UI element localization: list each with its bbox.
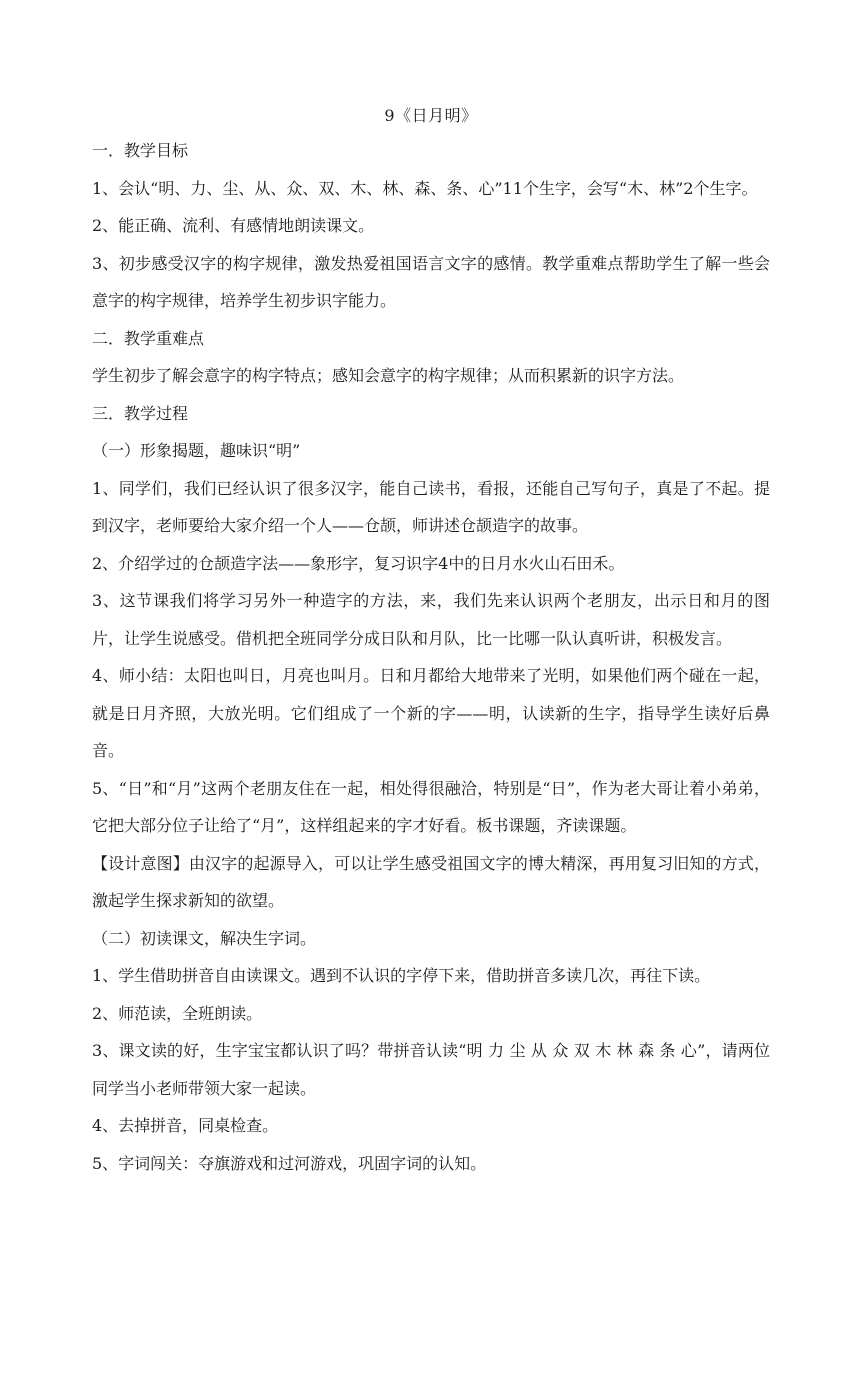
document-paragraph: 1、会认“明、力、尘、从、众、双、木、林、森、条、心”11个生字，会写“木、林”2个生字。 (92, 178, 758, 198)
document-page (92, 100, 770, 1182)
document-paragraph: 二．教学重难点 (92, 328, 205, 348)
document-paragraph: 3、课文读的好，生字宝宝都认识了吗？带拼音认读“明 力 尘 从 众 双 木 林 森 条 心”，请两位同学当小老师带领大家一起读。 (92, 1041, 770, 1098)
document-paragraph: 一．教学目标 (92, 141, 189, 160)
document-paragraph: 4、去掉拼音，同桌检查。 (92, 1116, 279, 1135)
document-paragraph: 1、同学们，我们已经认识了很多汉字，能自己读书，看报，还能自己写句子，真是了不起。提到汉字，老师要给大家介绍一个人——仓颉，师讲述仓颉造字的故事。 (92, 478, 770, 535)
document-title: 9《日月明》 (384, 106, 478, 125)
document-paragraph: 2、师范读，全班朗读。 (92, 1003, 263, 1023)
document-paragraph: 5、“日”和“月”这两个老朋友住在一起，相处得很融洽，特别是“日”，作为老大哥让着小弟弟，它把大部分位子让给了“月”，这样组起来的字才好看。板书课题，齐读课题。 (92, 778, 770, 835)
document-paragraph: 学生初步了解会意字的构字特点；感知会意字的构字规律；从而积累新的识字方法。 (92, 366, 685, 385)
document-paragraph: 3、初步感受汉字的构字规律，激发热爱祖国语言文字的感情。教学重难点帮助学生了解一些会意字的构字规律，培养学生初步识字能力。 (92, 253, 770, 310)
document-paragraph: 1、学生借助拼音自由读课文。遇到不认识的字停下来，借助拼音多读几次，再往下读。 (92, 966, 711, 985)
document-paragraph: （二）初读课文，解决生字词。 (92, 928, 317, 948)
document-paragraph: 2、能正确、流利、有感情地朗读课文。 (92, 216, 375, 235)
document-paragraph: （一）形象揭题，趣味识“明” (92, 441, 301, 460)
document-body (92, 132, 770, 1182)
document-paragraph: 三．教学过程 (92, 403, 189, 423)
document-paragraph: 2、介绍学过的仓颉造字法——象形字，复习识字4中的日月水火山石田禾。 (92, 553, 625, 573)
document-paragraph: 【设计意图】由汉字的起源导入，可以让学生感受祖国文字的博大精深，再用复习旧知的方式，激起学生探求新知的欲望。 (92, 853, 770, 910)
document-paragraph: 3、这节课我们将学习另外一种造字的方法，来，我们先来认识两个老朋友，出示日和月的图片，让学生说感受。借机把全班同学分成日队和月队，比一比哪一队认真听讲，积极发言。 (92, 591, 770, 648)
document-paragraph: 4、师小结：太阳也叫日，月亮也叫月。日和月都给大地带来了光明，如果他们两个碰在一起，就是日月齐照，大放光明。它们组成了一个新的字——明，认读新的生字，指导学生读好后鼻音。 (92, 666, 770, 760)
document-paragraph: 5、字词闯关：夺旗游戏和过河游戏，巩固字词的认知。 (92, 1153, 487, 1173)
